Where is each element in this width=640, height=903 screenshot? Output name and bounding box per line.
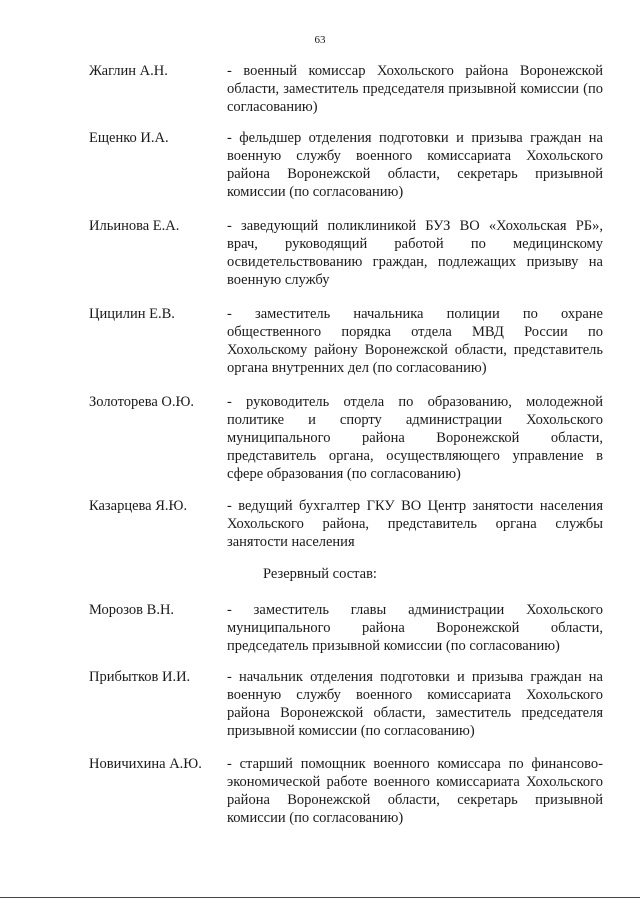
member-role: - военный комиссар Хохольского района Воронежской области, заместитель председателя призывной комиссии (по согласованию) [227,63,603,115]
member-role: - ведущий бухгалтер ГКУ ВО Центр занятости населения Хохольского района, представитель органа службы занятости населения [227,498,603,550]
member-name: Ещенко И.А. [89,130,169,146]
member-name: Цицилин Е.В. [89,306,175,322]
member-role: - начальник отделения подготовки и призыва граждан на военную службу военного комиссариата Хохольского района Воронежской области, заместитель председателя призывной комиссии (по согласованию) [227,669,603,739]
member-name: Казарцева Я.Ю. [89,498,188,514]
reserve-heading: Резервный состав: [263,566,377,582]
member-name: Прибытков И.И. [89,669,191,685]
member-name: Морозов В.Н. [89,602,175,618]
member-role: - заместитель главы администрации Хохольского муниципального района Воронежской области, председатель призывной комиссии (по согласованию) [227,602,603,654]
page-number: 63 [314,34,326,46]
page-bottom-rule [0,897,640,898]
member-role: - заместитель начальника полиции по охране общественного порядка отдела МВД России по Хохольскому району Воронежской области, представитель органа внутренних дел (по согласованию) [227,306,603,376]
member-name: Жаглин А.Н. [89,63,168,79]
member-name: Ильинова Е.А. [89,218,180,234]
member-name: Новичихина А.Ю. [89,756,202,772]
member-role: - фельдшер отделения подготовки и призыва граждан на военную службу военного комиссариата Хохольского района Воронежской области, секретарь призывной комиссии (по согласованию) [227,130,603,200]
member-role: - руководитель отдела по образованию, молодежной политике и спорту администрации Хохольского муниципального района Воронежской области, представитель органа, осуществляющего управление в сфере образования (по согласованию) [227,394,603,482]
member-name: Золоторева О.Ю. [89,394,195,410]
member-role: - старший помощник военного комиссара по финансово-экономической работе военного комиссариата Хохольского района Воронежской области, секретарь призывной комиссии (по согласованию) [227,756,603,826]
member-role: - заведующий поликлиникой БУЗ ВО «Хохольская РБ», врач, руководящий работой по медицинскому освидетельствованию граждан, подлежащих призыву на военную службу [227,218,603,288]
